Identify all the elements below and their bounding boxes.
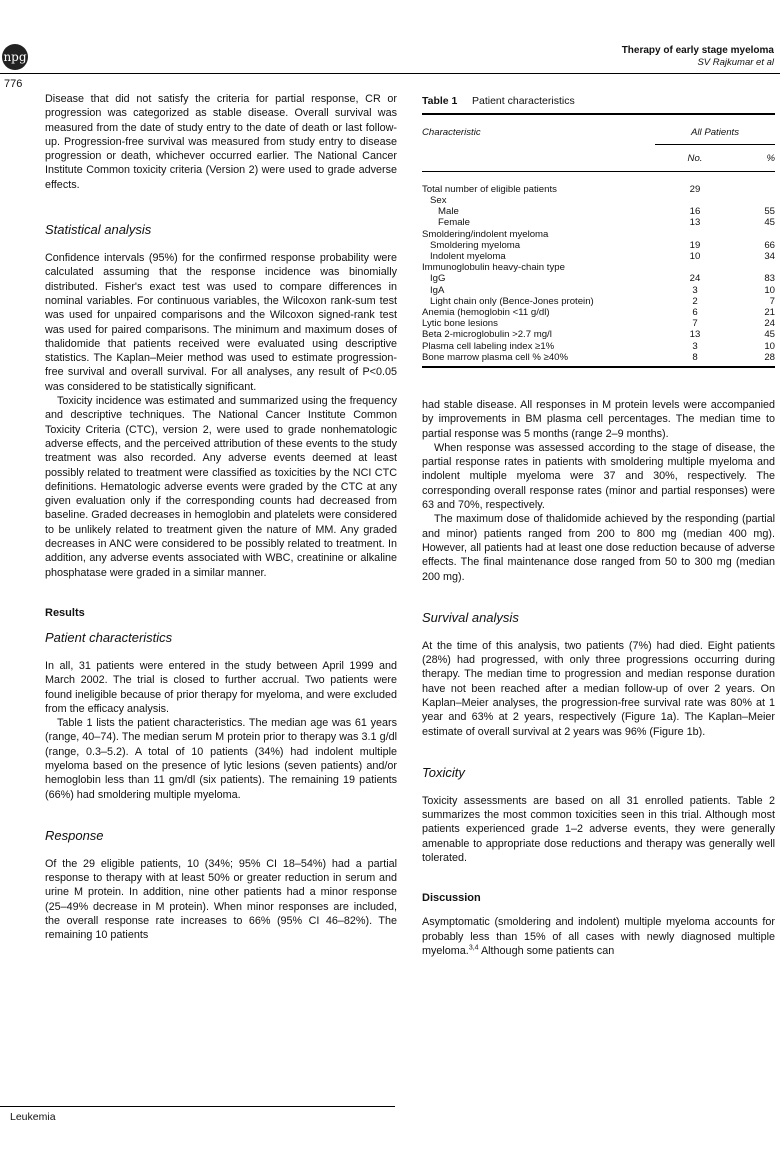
table-title: Patient characteristics bbox=[472, 95, 575, 107]
table-row bbox=[422, 352, 775, 363]
survival-paragraph: At the time of this analysis, two patients (7%) had died. Eight patients (28%) had progressed, with only three progressions occurring during therapy. The median time to progression and median response duration have not been reached after a median follow-up of over 2 years. On Kaplan–Meier analyses, the progression-free survival rate was 80% at 1 year and 63% at 2 years, respectively (Figure 1a). The Kaplan–Meier estimate of overall survival at 2 years was 96% (Figure 1b). bbox=[422, 639, 775, 738]
table-row bbox=[422, 341, 775, 352]
patient-characteristics-heading: Patient characteristics bbox=[45, 629, 173, 645]
row-pct: 21 bbox=[764, 306, 775, 318]
table-row bbox=[422, 285, 775, 296]
row-label: Bone marrow plasma cell % ≥40% bbox=[422, 351, 569, 363]
row-label: IgA bbox=[430, 284, 445, 296]
patient-characteristics-table bbox=[422, 127, 775, 363]
row-pct bbox=[735, 229, 775, 240]
row-pct: 45 bbox=[764, 329, 775, 341]
table-row bbox=[422, 262, 775, 273]
row-no: 10 bbox=[689, 250, 701, 262]
right-column bbox=[422, 95, 775, 958]
table-row bbox=[422, 307, 775, 318]
running-authors: SV Rajkumar et al bbox=[697, 57, 774, 68]
table-row bbox=[422, 217, 775, 228]
row-pct: 55 bbox=[764, 206, 775, 218]
row-no: 7 bbox=[692, 318, 698, 330]
table-row bbox=[422, 206, 775, 217]
table-row bbox=[422, 184, 775, 195]
row-no bbox=[655, 229, 735, 240]
row-pct: 28 bbox=[764, 351, 775, 363]
row-pct: 24 bbox=[764, 318, 775, 330]
row-no: 29 bbox=[689, 183, 701, 195]
discussion-heading: Discussion bbox=[422, 892, 481, 905]
row-pct bbox=[735, 195, 775, 206]
citation-ref[interactable]: 3,4 bbox=[468, 944, 479, 952]
table-label: Table 1 bbox=[422, 95, 458, 107]
row-label: Male bbox=[438, 206, 459, 218]
row-label: Beta 2-microglobulin >2.7 mg/l bbox=[422, 329, 552, 341]
toxicity-heading: Toxicity bbox=[422, 764, 465, 780]
statistical-paragraph-2: Toxicity incidence was estimated and summarized using the frequency and descriptive techniques. The National Cancer Institute Common Toxicity Criteria (CTC), version 2, were used to grade nonhematologic adverse effects, and the perceived attribution of these events to the study treatment was also recorded. Any adverse events deemed at least possibly related to treatment were classified as toxicities by the NCI CTC definitions. Hematologic adverse events were graded by the CTC at any given evaluation only if the corresponding counts had decreased from baseline. Graded decreases in hemoglobin and platelets were considered to be unlikely related to treatment given the nature of MM. Any graded decreases in ANC were considered to be possibly related to treatment. In addition, any adverse events associated with WBC, creatinine or alkaline phosphatase were graded in a similar manner. bbox=[45, 395, 397, 579]
continued-paragraph-3: The maximum dose of thalidomide achieved by the responding (partial and minor) patients ranged from 200 to 800 mg (median 400 mg). However, all patients had at least one dose reduction because of adverse effects. The final maintenance dose ranged from 50 to 300 mg (median 200 mg). bbox=[422, 513, 775, 583]
row-pct: 45 bbox=[764, 217, 775, 229]
response-paragraph: Of the 29 eligible patients, 10 (34%; 95% CI 18–54%) had a partial response to therapy with at least 50% or greater reduction in serum and urine M protein. In addition, nine other patients had a minor response (25–49% decrease in M protein). When minor responses are included, the overall response rate increases to 66% (95% CI 46–82%). The remaining 10 patients bbox=[45, 857, 397, 942]
row-label: Smoldering/indolent myeloma bbox=[422, 228, 549, 240]
table-caption bbox=[422, 95, 775, 115]
intro-paragraph: Disease that did not satisfy the criteria for partial response, CR or progression was categorized as stable disease. Overall survival was measured from the date of study entry to the date of death or last follow-up. Progression-free survival was measured from study entry to disease progression or death, whichever occurred earlier. The National Cancer Institute Common toxicity criteria (Version 2) were used to grade adverse effects. bbox=[45, 93, 397, 191]
row-pct: 10 bbox=[764, 340, 775, 352]
table-row bbox=[422, 329, 775, 340]
col-header-pct: % bbox=[766, 153, 775, 165]
row-no: 2 bbox=[692, 295, 698, 307]
header-rule bbox=[0, 73, 780, 74]
response-heading: Response bbox=[45, 827, 104, 843]
row-label: Plasma cell labeling index ≥1% bbox=[422, 340, 555, 352]
statistical-paragraph-1: Confidence intervals (95%) for the confirmed response probability were calculated assuming that the response incidence was binomially distributed. Fisher's exact test was used to compare differences in nominal variables. For continuous variables, the Wilcoxon rank-sum test was used for unpaired comparisons and the Wilcoxon signed-rank test was used for paired comparisons. The minimum and maximum doses of thalidomide that patients received were evaluated using descriptive statistics. The Kaplan–Meier method was used to estimate progression-free survival and overall survival. For all analyses, any result of P<0.05 was considered to be statistically significant. bbox=[45, 252, 397, 393]
table-row bbox=[422, 229, 775, 240]
row-label: Female bbox=[438, 217, 470, 229]
table-row bbox=[422, 296, 775, 307]
table-row bbox=[422, 240, 775, 251]
table-row bbox=[422, 318, 775, 329]
row-no: 13 bbox=[689, 329, 701, 341]
row-no bbox=[655, 262, 735, 273]
row-pct bbox=[735, 184, 775, 195]
footer-journal: Leukemia bbox=[10, 1111, 56, 1123]
row-no: 13 bbox=[689, 217, 701, 229]
continued-paragraph-1: had stable disease. All responses in M protein levels were accompanied by improvements in BM plasma cell percentages. The median time to partial response was 5 months (range 2–9 months). bbox=[422, 398, 775, 440]
row-no: 3 bbox=[692, 340, 698, 352]
row-no: 24 bbox=[689, 273, 701, 285]
row-label: Sex bbox=[430, 194, 447, 206]
table-bottom-rule bbox=[422, 366, 775, 368]
table-row bbox=[422, 273, 775, 284]
survival-analysis-heading: Survival analysis bbox=[422, 609, 519, 625]
table-1 bbox=[422, 95, 775, 368]
row-no: 8 bbox=[692, 351, 698, 363]
statistical-analysis-heading: Statistical analysis bbox=[45, 222, 152, 238]
running-title: Therapy of early stage myeloma bbox=[621, 45, 774, 56]
row-no bbox=[655, 195, 735, 206]
npg-logo: npg bbox=[2, 44, 28, 70]
running-header bbox=[622, 45, 774, 69]
row-label: Indolent myeloma bbox=[430, 250, 506, 262]
patient-paragraph-2: Table 1 lists the patient characteristics. The median age was 61 years (range, 40–74). The median serum M protein prior to therapy was 3.1 g/dl (range, 0.3–5.2). A total of 10 patients (34%) had indolent multiple myeloma based on the presence of lytic lesions (seven patients) and/or hemoglobin less than 11 gm/dl (six patients). The remaining 19 patients (66%) had smoldering multiple myeloma. bbox=[45, 717, 397, 801]
col-header-no: No. bbox=[687, 153, 703, 165]
page-number: 776 bbox=[4, 78, 23, 90]
row-label: IgG bbox=[430, 273, 446, 285]
results-heading: Results bbox=[45, 606, 85, 619]
table-row bbox=[422, 251, 775, 262]
continued-paragraph-2: When response was assessed according to the stage of disease, the partial response rates in patients with smoldering multiple myeloma and indolent multiple myeloma were 37 and 30%, respectively. The corresponding overall response rates (minor and partial responses) were 63 and 70%, respectively. bbox=[422, 441, 775, 512]
row-label: Light chain only (Bence-Jones protein) bbox=[430, 295, 594, 307]
footer-rule bbox=[0, 1106, 395, 1107]
row-label: Smoldering myeloma bbox=[430, 239, 521, 251]
table-row bbox=[422, 195, 775, 206]
row-label: Anemia (hemoglobin <11 g/dl) bbox=[422, 306, 550, 318]
col-header-characteristic: Characteristic bbox=[422, 127, 481, 138]
row-pct: 10 bbox=[764, 284, 775, 296]
row-label: Immunoglobulin heavy-chain type bbox=[422, 262, 565, 274]
left-column bbox=[10, 92, 397, 1129]
patient-paragraph-1: In all, 31 patients were entered in the study between April 1999 and March 2002. The trial is closed to further accrual. Two patients were found ineligible because of prior therapy for myeloma, and were excluded from the efficacy analysis. bbox=[45, 659, 397, 715]
row-pct: 66 bbox=[764, 239, 775, 251]
row-no: 3 bbox=[692, 284, 698, 296]
row-pct: 7 bbox=[769, 295, 775, 307]
row-no: 6 bbox=[692, 306, 698, 318]
row-no: 16 bbox=[689, 206, 701, 218]
row-label: Total number of eligible patients bbox=[422, 183, 557, 195]
row-pct: 34 bbox=[764, 250, 775, 262]
row-label: Lytic bone lesions bbox=[422, 318, 498, 330]
discussion-paragraph: Asymptomatic (smoldering and indolent) multiple myeloma accounts for probably less than 15% of all cases with newly diagnosed multiple myeloma.$^{3,4}$ Although some patients can bbox=[422, 916, 775, 957]
row-pct bbox=[735, 262, 775, 273]
row-pct: 83 bbox=[764, 273, 775, 285]
toxicity-paragraph: Toxicity assessments are based on all 31 enrolled patients. Table 2 summarizes the most common toxicities seen in this trial. Although most patients experienced grade 1–2 adverse events, they were generally amenable to appropriate dose reductions and therapy was generally well tolerated. bbox=[422, 794, 775, 865]
row-no: 19 bbox=[689, 239, 701, 251]
col-header-all-patients: All Patients bbox=[655, 127, 775, 145]
